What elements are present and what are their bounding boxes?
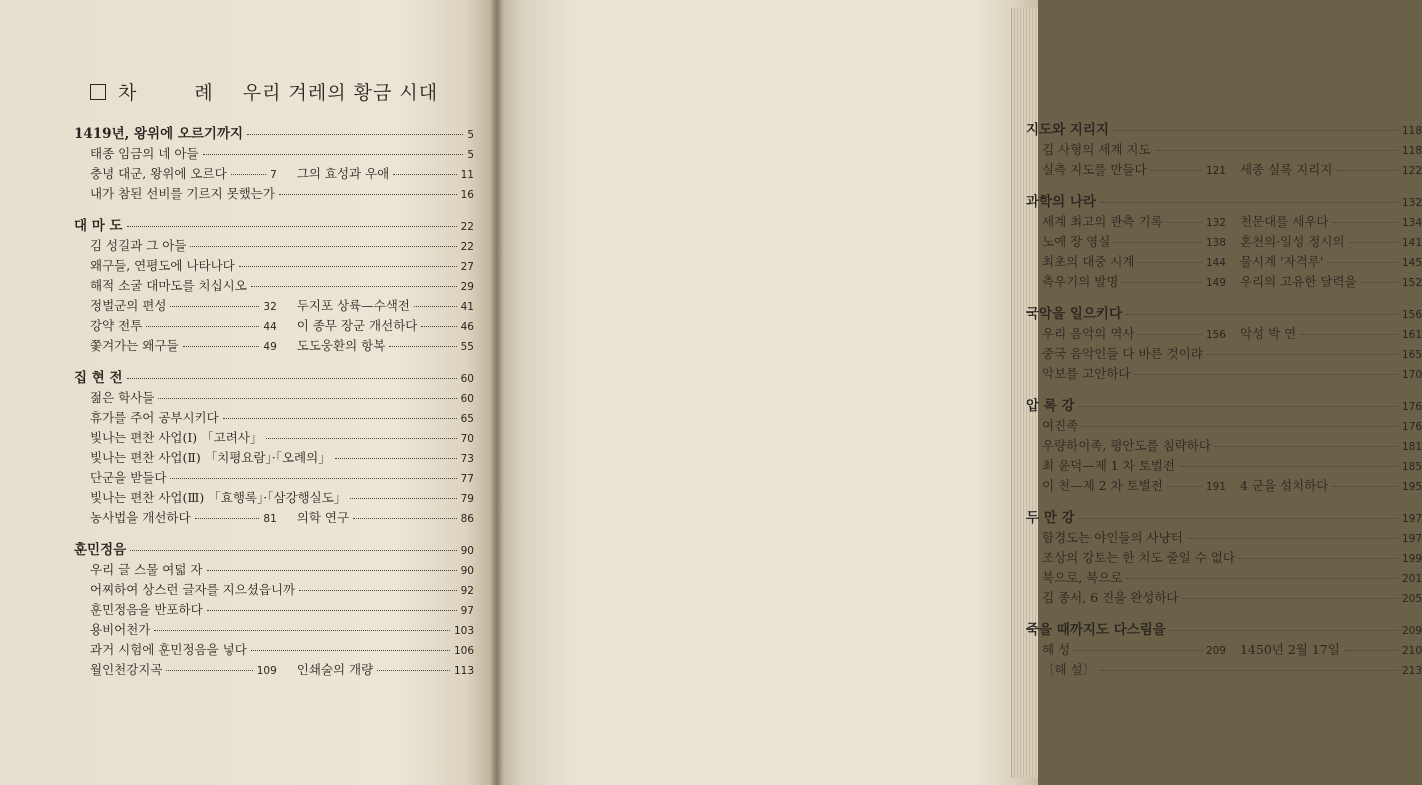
- toc-entry-pair: [1026, 252, 1422, 272]
- toc-page-number: 138: [1205, 237, 1226, 249]
- toc-entry-title: 과거 시험에 훈민정음을 넣다: [90, 642, 247, 657]
- toc-section-title: 대 마 도: [74, 218, 123, 234]
- dot-leader: [1167, 486, 1202, 487]
- toc-page-number: 176: [1401, 401, 1422, 413]
- dot-leader: [190, 246, 456, 247]
- dot-leader: [1187, 538, 1398, 539]
- dot-leader: [203, 154, 464, 155]
- toc-entry: [1240, 232, 1422, 252]
- toc-entry: [74, 620, 474, 640]
- dot-leader: [1336, 170, 1397, 171]
- dot-leader: [1183, 598, 1398, 599]
- toc-label: 차 례: [118, 82, 239, 104]
- toc-entry: [74, 184, 474, 204]
- toc-page-number: 70: [460, 433, 474, 445]
- toc-page-number: 92: [460, 585, 474, 597]
- dot-leader: [350, 498, 456, 499]
- toc-page-number: 22: [460, 221, 474, 233]
- toc-page-number: 132: [1401, 197, 1422, 209]
- toc-page-number: 90: [460, 565, 474, 577]
- toc-entry-title: 왜구들, 연평도에 나타나다: [90, 258, 235, 273]
- toc-entry: [1042, 640, 1226, 660]
- toc-entry: [74, 428, 474, 448]
- dot-leader: [239, 266, 457, 267]
- toc-entry: [297, 316, 474, 336]
- toc-section-title: 국악을 일으키다: [1026, 306, 1122, 322]
- toc-entry-title: 4 군을 설치하다: [1239, 478, 1329, 493]
- toc-entry-title: 조상의 강토는 한 치도 줄일 수 없다: [1042, 550, 1235, 565]
- dot-leader: [146, 326, 259, 327]
- toc-entry-title: 내가 참된 선비를 기르지 못했는가: [90, 186, 275, 201]
- toc-entry-title: 세종 실록 지리지: [1239, 162, 1333, 177]
- dot-leader: [251, 650, 450, 651]
- right-page: [496, 0, 1422, 785]
- toc-page-number: 73: [460, 453, 474, 465]
- toc-entry: [1026, 548, 1422, 568]
- toc-page-number: 106: [453, 645, 474, 657]
- toc-entry-title: 측우기의 발명: [1042, 274, 1119, 289]
- toc-page-number: 122: [1401, 165, 1422, 177]
- toc-page-number: 32: [263, 301, 277, 313]
- toc-entry: [297, 336, 474, 356]
- toc-page-number: 79: [460, 493, 474, 505]
- toc-section: [74, 214, 474, 236]
- dot-leader: [247, 134, 463, 135]
- dot-leader: [1079, 518, 1398, 519]
- toc-page-number: 97: [460, 605, 474, 617]
- toc-entry-pair: [1026, 232, 1422, 252]
- dot-leader: [1138, 334, 1201, 335]
- dot-leader: [127, 226, 457, 227]
- toc-entry: [90, 296, 277, 316]
- toc-page-number: 165: [1401, 349, 1422, 361]
- toc-entry-title: 혼천의·일성 정시의: [1239, 234, 1345, 249]
- dot-leader: [170, 306, 259, 307]
- dot-leader: [377, 670, 450, 671]
- toc-entry-title: 〔해 설〕: [1042, 662, 1096, 677]
- toc-entry-title: 쫓겨가는 왜구들: [90, 338, 179, 353]
- toc-entry-title: 김 종서, 6 진을 완성하다: [1042, 590, 1179, 605]
- toc-entry: [1026, 456, 1422, 476]
- toc-entry: [1240, 272, 1422, 292]
- toc-entry-title: 노예 장 영실: [1042, 234, 1111, 249]
- dot-leader: [1327, 262, 1398, 263]
- toc-entry-title: 강약 전투: [90, 318, 143, 333]
- toc-entry-title: 단군을 받들다: [90, 470, 167, 485]
- toc-entry-pair: [1026, 272, 1422, 292]
- toc-page-number: 121: [1205, 165, 1226, 177]
- toc-entry: [1026, 568, 1422, 588]
- toc-entry-title: 그의 효성과 우애: [296, 166, 390, 181]
- toc-entry-title: 훈민정음을 반포하다: [90, 602, 203, 617]
- toc-section: [74, 538, 474, 560]
- toc-entry: [74, 488, 474, 508]
- toc-entry-title: 농사법을 개선하다: [90, 510, 191, 525]
- toc-entry: [1042, 252, 1226, 272]
- toc-entry: [74, 580, 474, 600]
- toc-entry-title: 김 사형의 세계 지도: [1042, 142, 1151, 157]
- toc-section-title: 집 현 전: [74, 370, 123, 386]
- toc-section-title: 훈민정음: [74, 542, 127, 558]
- toc-section: [1026, 618, 1422, 640]
- toc-page-number: 55: [460, 341, 474, 353]
- toc-entry-pair: [1026, 640, 1422, 660]
- toc-entry: [1026, 416, 1422, 436]
- dot-leader: [1082, 426, 1398, 427]
- toc-section-title: 두 만 강: [1026, 510, 1075, 526]
- toc-page-number: 5: [467, 149, 474, 161]
- toc-entry: [1240, 324, 1422, 344]
- toc-right-column: [1026, 118, 1422, 680]
- toc-entry: [74, 276, 474, 296]
- toc-section: [1026, 394, 1422, 416]
- toc-entry-title: 1450년 2월 17일: [1239, 642, 1340, 657]
- toc-entry-title: 실측 지도를 만들다: [1042, 162, 1147, 177]
- dot-leader: [207, 610, 457, 611]
- dot-leader: [195, 518, 260, 519]
- dot-leader: [1239, 558, 1398, 559]
- toc-page-number: 170: [1401, 369, 1422, 381]
- dot-leader: [1114, 242, 1202, 243]
- toc-page-number: 181: [1401, 441, 1422, 453]
- toc-page-number: 41: [460, 301, 474, 313]
- toc-page-number: 103: [453, 625, 474, 637]
- toc-entry-title: 젊은 학사들: [90, 390, 155, 405]
- square-box-icon: [90, 84, 106, 100]
- toc-page-number: 29: [460, 281, 474, 293]
- dot-leader: [1300, 334, 1398, 335]
- toc-entry: [1042, 272, 1226, 292]
- dot-leader: [231, 174, 266, 175]
- toc-page-number: 118: [1401, 145, 1422, 157]
- dot-leader: [1207, 354, 1398, 355]
- dot-leader: [1170, 630, 1398, 631]
- toc-entry: [297, 164, 474, 184]
- dot-leader: [299, 590, 457, 591]
- toc-entry-title: 우량하이족, 평안도를 침략하다: [1042, 438, 1211, 453]
- toc-entry: [1240, 160, 1422, 180]
- toc-entry: [1026, 436, 1422, 456]
- toc-entry-title: 물시계 '자격루': [1239, 254, 1324, 269]
- toc-entry: [1026, 660, 1422, 680]
- toc-entry: [1240, 212, 1422, 232]
- toc-entry-title: 최 윤덕—제 1 차 토벌전: [1042, 458, 1175, 473]
- toc-entry: [1240, 476, 1422, 496]
- dot-leader: [1155, 150, 1398, 151]
- toc-entry: [90, 660, 277, 680]
- dot-leader: [1167, 222, 1202, 223]
- toc-page-number: 11: [460, 169, 474, 181]
- toc-page-number: 22: [460, 241, 474, 253]
- toc-entry-title: 빛나는 편찬 사업(Ⅲ) 「효행록」·「삼강행실도」: [90, 490, 347, 505]
- toc-entry-title: 어찌하여 상스런 글자를 지으셨읍니까: [90, 582, 296, 597]
- toc-page-number: 44: [263, 321, 277, 333]
- toc-entry: [74, 408, 474, 428]
- toc-entry-title: 충녕 대군, 왕위에 오르다: [90, 166, 227, 181]
- dot-leader: [1135, 374, 1398, 375]
- toc-page-number: 191: [1205, 481, 1226, 493]
- toc-page-number: 134: [1401, 217, 1422, 229]
- toc-entry-pair: [1026, 324, 1422, 344]
- toc-entry-title: 악보를 고안하다: [1042, 366, 1131, 381]
- toc-section: [74, 122, 474, 144]
- toc-page-number: 161: [1401, 329, 1422, 341]
- toc-entry-title: 우리의 고유한 달력을: [1239, 274, 1357, 289]
- toc-page-number: 49: [263, 341, 277, 353]
- toc-entry-pair: [74, 316, 474, 336]
- toc-section-title: 압 록 강: [1026, 398, 1075, 414]
- toc-page-number: 113: [453, 665, 474, 677]
- toc-entry-pair: [1026, 212, 1422, 232]
- dot-leader: [154, 630, 450, 631]
- toc-page-number: 7: [270, 169, 277, 181]
- toc-entry: [74, 388, 474, 408]
- toc-page-number: 65: [460, 413, 474, 425]
- toc-entry: [1042, 232, 1226, 252]
- dot-leader: [130, 550, 456, 551]
- toc-entry: [297, 660, 474, 680]
- dot-leader: [170, 478, 456, 479]
- toc-section: [1026, 190, 1422, 212]
- toc-entry: [90, 164, 277, 184]
- dot-leader: [414, 306, 457, 307]
- toc-page-number: 145: [1401, 257, 1422, 269]
- toc-entry-title: 혜 성: [1042, 642, 1071, 657]
- toc-page-number: 81: [263, 513, 277, 525]
- toc-entry-title: 빛나는 편찬 사업(Ⅱ) 「치평요람」·「오례의」: [90, 450, 331, 465]
- toc-entry-title: 두지포 상륙—수색전: [296, 298, 410, 313]
- toc-entry-title: 악성 박 연: [1239, 326, 1297, 341]
- toc-page-number: 197: [1401, 513, 1422, 525]
- toc-entry: [1042, 160, 1226, 180]
- toc-entry: [90, 508, 277, 528]
- toc-entry: [1240, 252, 1422, 272]
- toc-entry-pair: [74, 164, 474, 184]
- toc-section-title: 과학의 나라: [1026, 194, 1096, 210]
- toc-entry-title: 여진족: [1042, 418, 1079, 433]
- toc-page-number: 152: [1401, 277, 1422, 289]
- toc-entry: [1026, 344, 1422, 364]
- dot-leader: [353, 518, 457, 519]
- toc-entry-title: 최초의 대중 시계: [1042, 254, 1135, 269]
- dot-leader: [393, 174, 456, 175]
- dot-leader: [1126, 314, 1398, 315]
- toc-entry-title: 의학 연구: [296, 510, 350, 525]
- toc-page-number: 60: [460, 393, 474, 405]
- dot-leader: [1122, 282, 1202, 283]
- toc-left-column: [74, 122, 474, 680]
- toc-entry-pair: [74, 508, 474, 528]
- book-title: [90, 78, 438, 105]
- toc-page-number: 209: [1401, 625, 1422, 637]
- toc-entry: [74, 144, 474, 164]
- toc-page-number: 197: [1401, 533, 1422, 545]
- toc-page-number: 27: [460, 261, 474, 273]
- toc-page-number: 132: [1205, 217, 1226, 229]
- toc-entry-title: 빛나는 편찬 사업(Ⅰ) 「고려사」: [90, 430, 263, 445]
- toc-section: [1026, 506, 1422, 528]
- dot-leader: [1151, 170, 1202, 171]
- toc-entry: [1026, 588, 1422, 608]
- toc-page-number: 144: [1205, 257, 1226, 269]
- toc-entry-title: 우리 글 스물 여덟 자: [90, 562, 203, 577]
- toc-page-number: 195: [1401, 481, 1422, 493]
- toc-entry-title: 용비어천가: [90, 622, 151, 637]
- toc-section-title: 지도와 지리지: [1026, 122, 1109, 138]
- toc-page-number: 176: [1401, 421, 1422, 433]
- dot-leader: [1361, 282, 1398, 283]
- toc-entry-title: 도도웅환의 항복: [296, 338, 386, 353]
- dot-leader: [1349, 242, 1398, 243]
- dot-leader: [127, 378, 457, 379]
- toc-entry-title: 이 종무 장군 개선하다: [296, 318, 418, 333]
- toc-entry-title: 정벌군의 편성: [90, 298, 167, 313]
- toc-entry: [74, 236, 474, 256]
- dot-leader: [1113, 130, 1398, 131]
- toc-page-number: 118: [1401, 125, 1422, 137]
- dot-leader: [1215, 446, 1398, 447]
- toc-entry-title: 태종 임금의 네 아들: [90, 146, 199, 161]
- toc-page-number: 213: [1401, 665, 1422, 677]
- toc-entry: [1240, 640, 1422, 660]
- dot-leader: [335, 458, 457, 459]
- toc-entry: [74, 640, 474, 660]
- toc-entry-title: 이 천—제 2 차 토벌전: [1042, 478, 1163, 493]
- toc-entry: [1026, 140, 1422, 160]
- toc-page-number: 77: [460, 473, 474, 485]
- dot-leader: [1099, 670, 1398, 671]
- toc-page-number: 205: [1401, 593, 1422, 605]
- dot-leader: [1138, 262, 1201, 263]
- toc-page-number: 16: [460, 189, 474, 201]
- dot-leader: [1079, 406, 1398, 407]
- dot-leader: [389, 346, 456, 347]
- toc-entry: [90, 336, 277, 356]
- dot-leader: [1332, 222, 1397, 223]
- toc-entry: [74, 448, 474, 468]
- toc-entry: [74, 256, 474, 276]
- toc-title: 우리 겨레의 황금 시대: [242, 82, 439, 104]
- dot-leader: [207, 570, 457, 571]
- toc-page-number: 141: [1401, 237, 1422, 249]
- toc-page-number: 156: [1205, 329, 1226, 341]
- toc-section: [1026, 302, 1422, 324]
- toc-entry-title: 북으로, 북으로: [1042, 570, 1123, 585]
- dot-leader: [158, 398, 456, 399]
- toc-entry: [297, 296, 474, 316]
- toc-page-number: 185: [1401, 461, 1422, 473]
- dot-leader: [1074, 650, 1202, 651]
- toc-entry: [1026, 528, 1422, 548]
- toc-entry-title: 중국 음악인들 다 바른 것이랴: [1042, 346, 1203, 361]
- toc-page-number: 5: [467, 129, 474, 141]
- toc-entry-pair: [74, 296, 474, 316]
- toc-entry: [1042, 324, 1226, 344]
- dot-leader: [1179, 466, 1398, 467]
- dot-leader: [1126, 578, 1398, 579]
- book-gutter: [490, 0, 504, 785]
- toc-entry: [1042, 212, 1226, 232]
- dot-leader: [166, 670, 252, 671]
- toc-entry-pair: [74, 660, 474, 680]
- toc-entry-title: 휴가를 주어 공부시키다: [90, 410, 219, 425]
- dot-leader: [421, 326, 456, 327]
- toc-section-title: 1419년, 왕위에 오르기까지: [74, 126, 244, 142]
- toc-entry: [297, 508, 474, 528]
- toc-page-number: 199: [1401, 553, 1422, 565]
- toc-entry: [1026, 364, 1422, 384]
- toc-entry: [1042, 476, 1226, 496]
- toc-entry: [74, 600, 474, 620]
- toc-entry-title: 천문대를 세우다: [1239, 214, 1329, 229]
- toc-entry: [90, 316, 277, 336]
- toc-entry-pair: [1026, 476, 1422, 496]
- toc-entry-title: 김 성길과 그 아들: [90, 238, 187, 253]
- toc-entry-pair: [74, 336, 474, 356]
- toc-page-number: 149: [1205, 277, 1226, 289]
- toc-entry-title: 우리 음악의 역사: [1042, 326, 1135, 341]
- toc-page-number: 156: [1401, 309, 1422, 321]
- toc-entry-title: 인쇄술의 개량: [296, 662, 374, 677]
- toc-page-number: 86: [460, 513, 474, 525]
- toc-entry-title: 세계 최고의 관측 기록: [1042, 214, 1163, 229]
- dot-leader: [223, 418, 457, 419]
- toc-page-number: 209: [1205, 645, 1226, 657]
- dot-leader: [183, 346, 260, 347]
- dot-leader: [279, 194, 457, 195]
- dot-leader: [251, 286, 457, 287]
- toc-page-number: 90: [460, 545, 474, 557]
- toc-entry-title: 함경도는 야인들의 사냥터: [1042, 530, 1183, 545]
- toc-entry-title: 해적 소굴 대마도를 치십시오: [90, 278, 247, 293]
- toc-entry-title: 월인천강지곡: [90, 662, 163, 677]
- toc-entry: [74, 468, 474, 488]
- toc-entry: [74, 560, 474, 580]
- toc-section: [74, 366, 474, 388]
- dot-leader: [1344, 650, 1398, 651]
- toc-entry-pair: [1026, 160, 1422, 180]
- toc-page-number: 109: [256, 665, 277, 677]
- dot-leader: [1332, 486, 1398, 487]
- toc-section-title: 죽을 때까지도 다스림을: [1026, 622, 1166, 638]
- dot-leader: [1100, 202, 1398, 203]
- toc-page-number: 201: [1401, 573, 1422, 585]
- toc-page-number: 210: [1401, 645, 1422, 657]
- left-page: [0, 0, 496, 785]
- dot-leader: [266, 438, 456, 439]
- toc-page-number: 60: [460, 373, 474, 385]
- toc-page-number: 46: [460, 321, 474, 333]
- toc-section: [1026, 118, 1422, 140]
